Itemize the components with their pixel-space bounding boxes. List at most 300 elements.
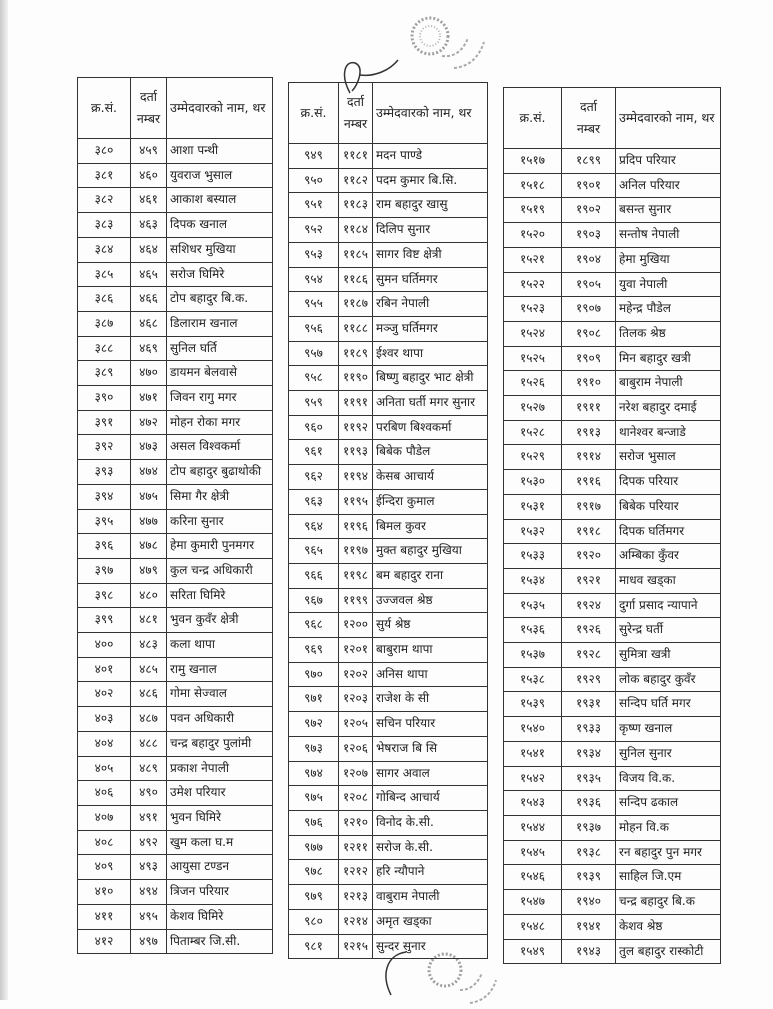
candidate-name-cell: सागर विष्ट क्षेत्री [373,242,488,267]
candidate-name-cell: सन्दिप घर्ति मगर [616,692,721,717]
header-reg-line1: दर्ता [579,99,597,114]
table-row [78,583,273,608]
registration-number-cell: ४६१ [131,188,167,213]
table-row [504,445,721,470]
candidate-name-cell: दिलिप सुनार [373,218,488,243]
registration-number-cell: ११८५ [339,242,373,267]
registration-number-cell: ११९४ [339,465,373,490]
serial-number-cell: १५३२ [504,519,562,544]
table-row [289,588,488,613]
registration-number-cell: ४७३ [131,435,167,460]
table-row [289,440,488,465]
serial-number-cell: १५२३ [504,297,562,322]
serial-number-cell: १५२६ [504,371,562,396]
registration-number-cell: १९३३ [562,717,616,742]
registration-number-cell: १२०० [339,613,373,638]
serial-number-cell: १५२२ [504,272,562,297]
serial-number-cell: ९६३ [289,489,339,514]
serial-number-cell: १५३० [504,470,562,495]
serial-number-cell: ९८० [289,909,339,934]
registration-number-cell: १२०६ [339,736,373,761]
table-row [504,593,721,618]
table-row [504,766,721,791]
candidate-name-cell: रन बहादुर पुन मगर [616,840,721,865]
candidate-name-cell: सुमन घर्तिमगर [373,267,488,292]
registration-number-cell: १९०३ [562,223,616,248]
table-row [78,608,273,633]
registration-number-cell: ४९५ [131,904,167,929]
registration-number-cell: १९३४ [562,741,616,766]
candidate-name-cell: सुनिल सुनार [616,741,721,766]
candidate-name-cell: करिना सुनार [167,509,273,534]
table-row [289,638,488,663]
registration-number-cell: ४८५ [131,657,167,682]
candidate-name-cell: मोहन वि.क [616,815,721,840]
candidate-name-cell: गोबिन्द आचार्य [373,786,488,811]
candidate-name-cell: उज्जवल श्रेष्ठ [373,588,488,613]
candidate-name-cell: तुल बहादुर रास्कोटी [616,939,721,964]
serial-number-cell: ३८८ [78,336,131,361]
serial-number-cell: १५२१ [504,247,562,272]
registration-number-cell: १९४३ [562,939,616,964]
serial-number-cell: ३८२ [78,188,131,213]
candidate-name-cell: सरोज के.सी. [373,835,488,860]
registration-number-cell: ४९१ [131,805,167,830]
candidate-name-cell: सरिता घिमिरे [167,583,273,608]
candidate-name-cell: आयुसा टण्डन [167,855,273,880]
table-row [504,791,721,816]
serial-number-cell: ९५१ [289,193,339,218]
serial-number-cell: १५१७ [504,149,562,174]
serial-number-cell: ४११ [78,904,131,929]
candidate-name-cell: सचिन परियार [373,712,488,737]
candidate-name-cell: सरोज भुसाल [616,445,721,470]
table-row [289,267,488,292]
table-header-row [289,83,488,144]
serial-number-cell: ९४९ [289,144,339,169]
candidate-name-cell: तिलक श्रेष्ठ [616,321,721,346]
table-row [289,613,488,638]
table-row [504,643,721,668]
serial-number-cell: ९६२ [289,465,339,490]
registration-number-cell: १२०५ [339,712,373,737]
table-row [78,287,273,312]
candidate-name-cell: जिवन रागु मगर [167,386,273,411]
registration-number-cell: ४७८ [131,534,167,559]
registration-number-cell: १९२८ [562,643,616,668]
table-row [289,786,488,811]
table-row [78,484,273,509]
table-row [78,781,273,806]
registration-number-cell: १९०७ [562,297,616,322]
candidate-name-cell: सन्तोष नेपाली [616,223,721,248]
table-row [78,682,273,707]
registration-number-cell: १९११ [562,396,616,421]
table-row [504,815,721,840]
candidate-name-cell: पदम कुमार बि.सि. [373,168,488,193]
serial-number-cell: १५२७ [504,396,562,421]
serial-number-cell: १५२४ [504,321,562,346]
table-row [78,188,273,213]
table-row [78,163,273,188]
registration-number-cell: ४६५ [131,262,167,287]
header-reg-line1: दर्ता [346,94,364,109]
table-row [78,361,273,386]
registration-number-cell: ४७४ [131,460,167,485]
registration-number-cell: ४७० [131,361,167,386]
table-row [289,489,488,514]
candidate-name-cell: अम्बिका कुँवर [616,544,721,569]
candidate-name-cell: महेन्द्र पौडेल [616,297,721,322]
table-body [78,139,273,954]
table-row [289,391,488,416]
table-row [504,667,721,692]
header-reg-line2: नम्बर [576,121,601,136]
serial-number-cell: ९७७ [289,835,339,860]
serial-number-cell: ३८९ [78,361,131,386]
table-row [289,218,488,243]
serial-number-cell: ३८५ [78,262,131,287]
table-row [289,366,488,391]
table-row [78,139,273,164]
candidate-name-cell: राम बहादुर खासु [373,193,488,218]
header-serial: क्र.सं. [504,88,562,149]
serial-number-cell: ९७० [289,662,339,687]
candidate-name-cell: मञ्जु घर्तिमगर [373,316,488,341]
table-row [289,712,488,737]
table-row [289,810,488,835]
candidate-name-cell: त्रिजन परियार [167,880,273,905]
serial-number-cell: ३९७ [78,558,131,583]
candidate-table-1 [77,77,273,954]
serial-number-cell: ४०६ [78,781,131,806]
table-row [504,717,721,742]
serial-number-cell: १५१९ [504,198,562,223]
serial-number-cell: ३८१ [78,163,131,188]
registration-number-cell: १२०८ [339,786,373,811]
serial-number-cell: १५१८ [504,173,562,198]
registration-number-cell: १९४० [562,890,616,915]
candidate-name-cell: कुल चन्द्र अधिकारी [167,558,273,583]
table-row [78,880,273,905]
candidate-name-cell: अनिस थापा [373,662,488,687]
table-row [504,321,721,346]
serial-number-cell: ९६८ [289,613,339,638]
candidate-name-cell: प्रकाश नेपाली [167,756,273,781]
table-row [78,929,273,954]
table-row [78,855,273,880]
candidate-name-cell: सुर्य श्रेष्ठ [373,613,488,638]
serial-number-cell: ९६९ [289,638,339,663]
registration-number-cell: १९०५ [562,272,616,297]
serial-number-cell: १५४३ [504,791,562,816]
table-row [504,494,721,519]
registration-number-cell: १२१३ [339,885,373,910]
registration-number-cell: १२०७ [339,761,373,786]
header-reg-line2: नम्बर [343,116,368,131]
candidate-name-cell: असल विश्वकर्मा [167,435,273,460]
registration-number-cell: ११९७ [339,539,373,564]
registration-number-cell: १२१० [339,810,373,835]
serial-number-cell: १५४० [504,717,562,742]
serial-number-cell: ९७२ [289,712,339,737]
serial-number-cell: १५३६ [504,618,562,643]
serial-number-cell: ३९९ [78,608,131,633]
table-row [289,539,488,564]
candidate-name-cell: परबिण बिश्वकर्मा [373,415,488,440]
table-row [78,311,273,336]
candidate-name-cell: भुवन घिमिरे [167,805,273,830]
registration-number-cell: ११९१ [339,391,373,416]
table-row [504,371,721,396]
registration-number-cell: ४८७ [131,707,167,732]
registration-number-cell: १९१८ [562,519,616,544]
serial-number-cell: १५३९ [504,692,562,717]
registration-number-cell: १९१३ [562,420,616,445]
registration-number-cell: ४९२ [131,830,167,855]
table-row [504,149,721,174]
serial-number-cell: ९६४ [289,514,339,539]
registration-number-cell: १२०१ [339,638,373,663]
candidate-name-cell: बम बहादुर राना [373,563,488,588]
serial-number-cell: ९५५ [289,292,339,317]
serial-number-cell: ९७४ [289,761,339,786]
candidate-name-cell: चन्द्र बहादुर बि.क [616,890,721,915]
table-body [289,144,488,959]
candidate-name-cell: रबिन नेपाली [373,292,488,317]
registration-number-cell: ११९२ [339,415,373,440]
table-row [504,247,721,272]
table-row [289,934,488,959]
registration-number-cell: १९१६ [562,470,616,495]
candidate-name-cell: राजेश के सी [373,687,488,712]
table-row [504,297,721,322]
serial-number-cell: ३८० [78,139,131,164]
header-candidate-name: उम्मेदवारको नाम, थर [167,78,273,139]
registration-number-cell: १९२४ [562,593,616,618]
registration-number-cell: १२१५ [339,934,373,959]
serial-number-cell: ४१२ [78,929,131,954]
candidate-name-cell: बाबुराम थापा [373,638,488,663]
candidate-name-cell: बिबेक पौडेल [373,440,488,465]
registration-number-cell: ४९० [131,781,167,806]
candidate-name-cell: बिबेक परियार [616,494,721,519]
table-row [504,618,721,643]
table-row [289,885,488,910]
table-row [78,435,273,460]
table-row [78,386,273,411]
table-header-row [504,88,721,149]
header-candidate-name: उम्मेदवारको नाम, थर [373,83,488,144]
table-body [504,149,721,964]
table-row [289,761,488,786]
table-row [78,558,273,583]
registration-number-cell: ४६८ [131,311,167,336]
serial-number-cell: ९५० [289,168,339,193]
candidate-name-cell: ईन्दिरा कुमाल [373,489,488,514]
candidate-name-cell: उमेश परियार [167,781,273,806]
table-row [78,707,273,732]
registration-number-cell: १९०८ [562,321,616,346]
candidate-name-cell: सुनिल घर्ति [167,336,273,361]
candidate-name-cell: मोहन रोका मगर [167,410,273,435]
candidate-name-cell: अमृत खड्का [373,909,488,934]
registration-number-cell: ४६६ [131,287,167,312]
serial-number-cell: ४०१ [78,657,131,682]
serial-number-cell: १५४२ [504,766,562,791]
table-row [504,741,721,766]
registration-number-cell: ४७१ [131,386,167,411]
registration-number-cell: १९३७ [562,815,616,840]
serial-number-cell: ३९१ [78,410,131,435]
table-header-row [78,78,273,139]
registration-number-cell: ४८१ [131,608,167,633]
registration-number-cell: ४६४ [131,237,167,262]
table-row [289,193,488,218]
table-row [289,316,488,341]
serial-number-cell: १५३५ [504,593,562,618]
candidate-name-cell: भेषराज बि सि [373,736,488,761]
candidate-name-cell: माधव खड्का [616,568,721,593]
candidate-name-cell: साहिल जि.एम [616,865,721,890]
serial-number-cell: १५४८ [504,914,562,939]
table-row [78,731,273,756]
table-row [504,692,721,717]
candidate-table-3 [503,87,721,964]
registration-number-cell: ११८९ [339,341,373,366]
candidate-name-cell: विजय वि.क. [616,766,721,791]
serial-number-cell: ९६६ [289,563,339,588]
registration-number-cell: ४७९ [131,558,167,583]
table-row [504,914,721,939]
serial-number-cell: ३८६ [78,287,131,312]
registration-number-cell: ११८१ [339,144,373,169]
candidate-name-cell: दिपक खनाल [167,213,273,238]
header-reg-line1: दर्ता [139,89,157,104]
candidate-name-cell: मदन पाण्डे [373,144,488,169]
table-row [78,534,273,559]
candidate-name-cell: बिष्णु बहादुर भाट क्षेत्री [373,366,488,391]
candidate-name-cell: आशा पन्थी [167,139,273,164]
stamp-seal-icon [402,8,492,78]
candidate-name-cell: सुरेन्द्र घर्ती [616,618,721,643]
candidate-name-cell: सरोज घिमिरे [167,262,273,287]
candidate-name-cell: युवराज भुसाल [167,163,273,188]
table-row [504,346,721,371]
serial-number-cell: ९५३ [289,242,339,267]
registration-number-cell: १९२० [562,544,616,569]
registration-number-cell: ११९६ [339,514,373,539]
candidate-table-2 [288,82,488,959]
candidate-name-cell: गोमा सेज्वाल [167,682,273,707]
serial-number-cell: ३९४ [78,484,131,509]
candidate-name-cell: केशव श्रेष्ठ [616,914,721,939]
serial-number-cell: ९७१ [289,687,339,712]
candidate-name-cell: सन्दिप ढकाल [616,791,721,816]
serial-number-cell: ४०९ [78,855,131,880]
table-row [504,173,721,198]
serial-number-cell: ९६७ [289,588,339,613]
registration-number-cell: १२१२ [339,860,373,885]
candidate-name-cell: मुक्त बहादुर मुखिया [373,539,488,564]
serial-number-cell: ३८७ [78,311,131,336]
registration-number-cell: ४७५ [131,484,167,509]
serial-number-cell: ४१० [78,880,131,905]
header-reg-line2: नम्बर [136,111,161,126]
table-row [78,805,273,830]
candidate-name-cell: भुवन कुवँर क्षेत्री [167,608,273,633]
serial-number-cell: ९७६ [289,810,339,835]
serial-number-cell: १५३४ [504,568,562,593]
registration-number-cell: ११८२ [339,168,373,193]
registration-number-cell: ४८९ [131,756,167,781]
registration-number-cell: १९३५ [562,766,616,791]
candidate-name-cell: कृष्ण खनाल [616,717,721,742]
table-row [289,514,488,539]
candidate-name-cell: डायमन बेलवासे [167,361,273,386]
candidate-name-cell: बसन्त सुनार [616,198,721,223]
table-row [504,568,721,593]
registration-number-cell: ११९५ [339,489,373,514]
registration-number-cell: १९३६ [562,791,616,816]
candidate-name-cell: पिताम्बर जि.सी. [167,929,273,954]
registration-number-cell: १९३१ [562,692,616,717]
serial-number-cell: १५३१ [504,494,562,519]
table-row [78,830,273,855]
registration-number-cell: ४९४ [131,880,167,905]
serial-number-cell: ३९८ [78,583,131,608]
registration-number-cell: ११९३ [339,440,373,465]
table-row [504,420,721,445]
serial-number-cell: १५२९ [504,445,562,470]
candidate-name-cell: सशिधर मुखिया [167,237,273,262]
registration-number-cell: ४८६ [131,682,167,707]
registration-number-cell: १९०९ [562,346,616,371]
candidate-name-cell: पवन अधिकारी [167,707,273,732]
table-row [78,262,273,287]
candidate-name-cell: लोक बहादुर कुवँर [616,667,721,692]
registration-number-cell: ४६३ [131,213,167,238]
serial-number-cell: ९५६ [289,316,339,341]
serial-number-cell: १५४६ [504,865,562,890]
serial-number-cell: ९५७ [289,341,339,366]
registration-number-cell: ४७२ [131,410,167,435]
registration-number-cell: ४९३ [131,855,167,880]
candidate-name-cell: टोप बहादुर बि.क. [167,287,273,312]
table-row [504,223,721,248]
registration-number-cell: १९२१ [562,568,616,593]
registration-number-cell: १२०२ [339,662,373,687]
registration-number-cell: ४८३ [131,633,167,658]
scan-edge-shadow [0,0,8,1000]
candidate-name-cell: वाबुराम नेपाली [373,885,488,910]
registration-number-cell: ४८८ [131,731,167,756]
serial-number-cell: ९५९ [289,391,339,416]
candidate-name-cell: प्रदिप परियार [616,149,721,174]
candidate-name-cell: विनोद के.सी. [373,810,488,835]
serial-number-cell: ४०२ [78,682,131,707]
registration-number-cell: ११९९ [339,588,373,613]
registration-number-cell: १९२९ [562,667,616,692]
candidate-name-cell: दिपक परियार [616,470,721,495]
registration-number-cell: ११९८ [339,563,373,588]
official-stamp-top [402,8,492,78]
table-row [504,544,721,569]
serial-number-cell: १५३३ [504,544,562,569]
registration-number-cell: ११८३ [339,193,373,218]
serial-number-cell: १५२० [504,223,562,248]
serial-number-cell: १५४५ [504,840,562,865]
